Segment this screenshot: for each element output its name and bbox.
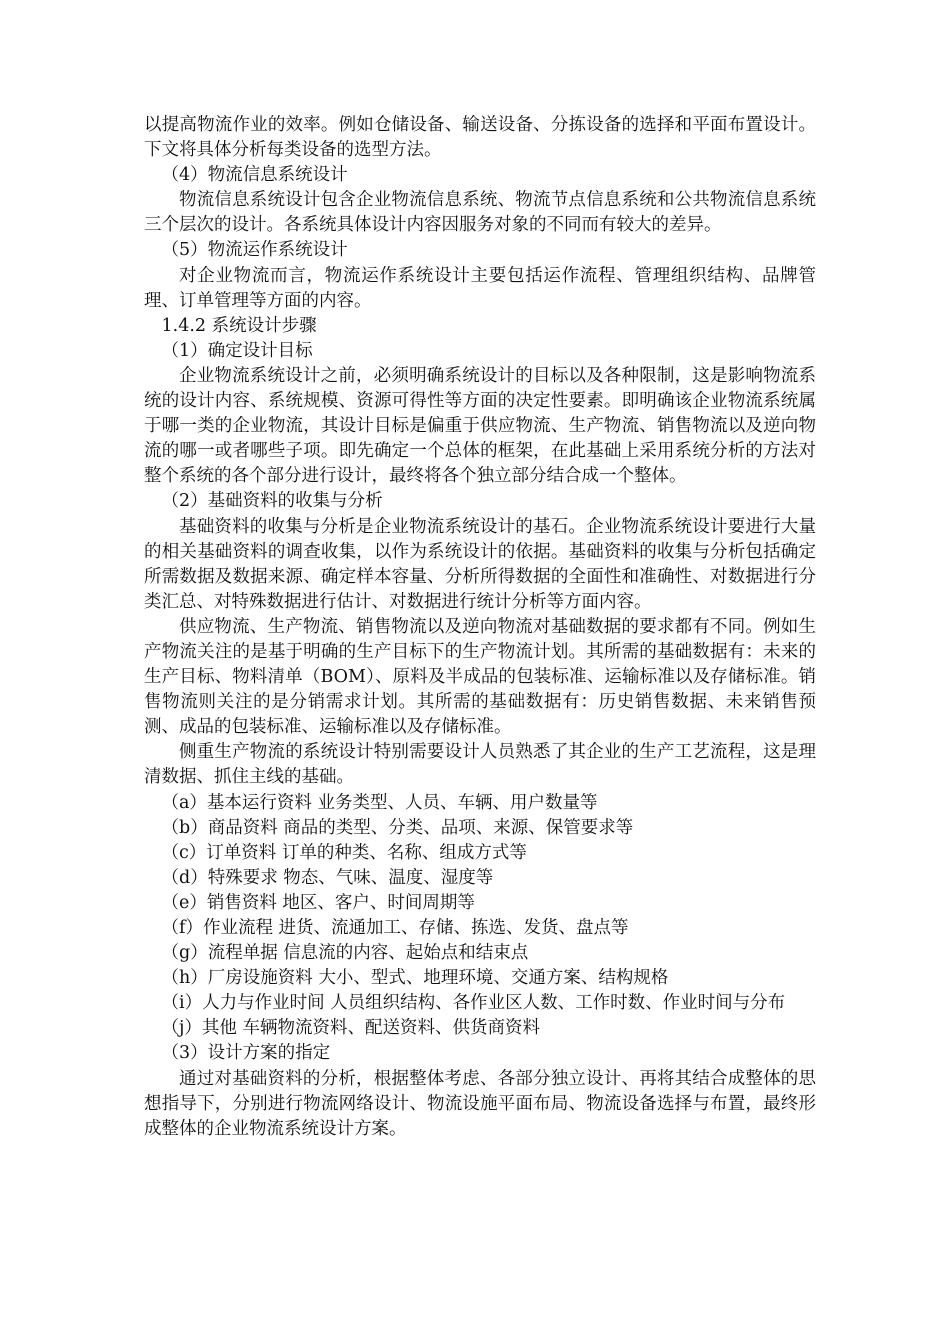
heading-operation-system-design: （5）物流运作系统设计: [161, 240, 348, 261]
list-item-j: （j）其他 车辆物流资料、配送资料、供货商资料: [161, 1018, 540, 1039]
heading-info-system-design: （4）物流信息系统设计: [161, 165, 348, 186]
paragraph-data-requirements: 供应物流、生产物流、销售物流以及逆向物流对基础数据的要求都有不同。例如生产物流关注的是基于明确的生产目标下的生产物流计划。其所需的基础数据有：未来的生产目标、物料清单（BOM）、原料及半成品的包装标准、运输标准以及存储标准。销售物流则关注的是分销需求计划。其所需的基础数据有：历史销售数据、未来销售预测、成品的包装标准、运输标准以及存储标准。: [144, 616, 816, 738]
list-item-i: （i）人力与作业时间 人员组织结构、各作业区人数、工作时数、作业时间与分布: [161, 993, 786, 1014]
list-item-a: （a）基本运行资料 业务类型、人员、车辆、用户数量等: [161, 792, 598, 813]
heading-design-goal: （1）确定设计目标: [161, 340, 313, 361]
paragraph-design-plan: 通过对基础资料的分析，根据整体考虑、各部分独立设计、再将其结合成整体的思想指导下，分别进行物流网络设计、物流设施平面布局、物流设备选择与布置，最终形成整体的企业物流系统设计方案。: [144, 1068, 816, 1139]
list-item-d: （d）特殊要求 物态、气味、温度、湿度等: [161, 867, 494, 888]
list-item-g: （g）流程单据 信息流的内容、起始点和结束点: [161, 943, 529, 964]
list-item-c: （c）订单资料 订单的种类、名称、组成方式等: [161, 842, 527, 863]
paragraph-info-system: 物流信息系统设计包含企业物流信息系统、物流节点信息系统和公共物流信息系统三个层次的设计。各系统具体设计内容因服务对象的不同而有较大的差异。: [144, 190, 816, 236]
paragraph-design-goal: 企业物流系统设计之前，必须明确系统设计的目标以及各种限制，这是影响物流系统的设计内容、系统规模、资源可得性等方面的决定性要素。即明确该企业物流系统属于哪一类的企业物流，其设计目标是偏重于供应物流、生产物流、销售物流以及逆向物流的哪一或者哪些子项。即先确定一个总体的框架，在此基础上采用系统分析的方法对整个系统的各个部分进行设计，最终将各个独立部分结合成一个整体。: [144, 365, 816, 487]
heading-design-plan: （3）设计方案的指定: [161, 1043, 331, 1064]
list-item-h: （h）厂房设施资料 大小、型式、地理环境、交通方案、结构规格: [161, 968, 669, 989]
list-item-b: （b）商品资料 商品的类型、分类、品项、来源、保管要求等: [161, 817, 634, 838]
paragraph-operation-system: 对企业物流而言，物流运作系统设计主要包括运作流程、管理组织结构、品牌管理、订单管理等方面的内容。: [144, 265, 816, 311]
document-body: [144, 113, 816, 1142]
paragraph-data-collection: 基础资料的收集与分析是企业物流系统设计的基石。企业物流系统设计要进行大量的相关基础资料的调查收集，以作为系统设计的依据。基础资料的收集与分析包括确定所需数据及数据来源、确定样本容量、分析所得数据的全面性和准确性、对数据进行分类汇总、对特殊数据进行估计、对数据进行统计分析等方面内容。: [144, 516, 816, 612]
list-item-e: （e）销售资料 地区、客户、时间周期等: [161, 892, 475, 913]
section-heading-design-steps: 1.4.2 系统设计步骤: [161, 315, 317, 336]
heading-data-collection: （2）基础资料的收集与分析: [161, 491, 383, 512]
list-item-f: （f）作业流程 进货、流通加工、存储、拣选、发货、盘点等: [161, 918, 629, 938]
paragraph-production-logistics: 侧重生产物流的系统设计特别需要设计人员熟悉了其企业的生产工艺流程，这是理清数据、抓住主线的基础。: [144, 742, 816, 788]
paragraph-equipment-selection: 以提高物流作业的效率。例如仓储设备、输送设备、分拣设备的选择和平面布置设计。下文将具体分析每类设备的选型方法。: [144, 115, 816, 161]
